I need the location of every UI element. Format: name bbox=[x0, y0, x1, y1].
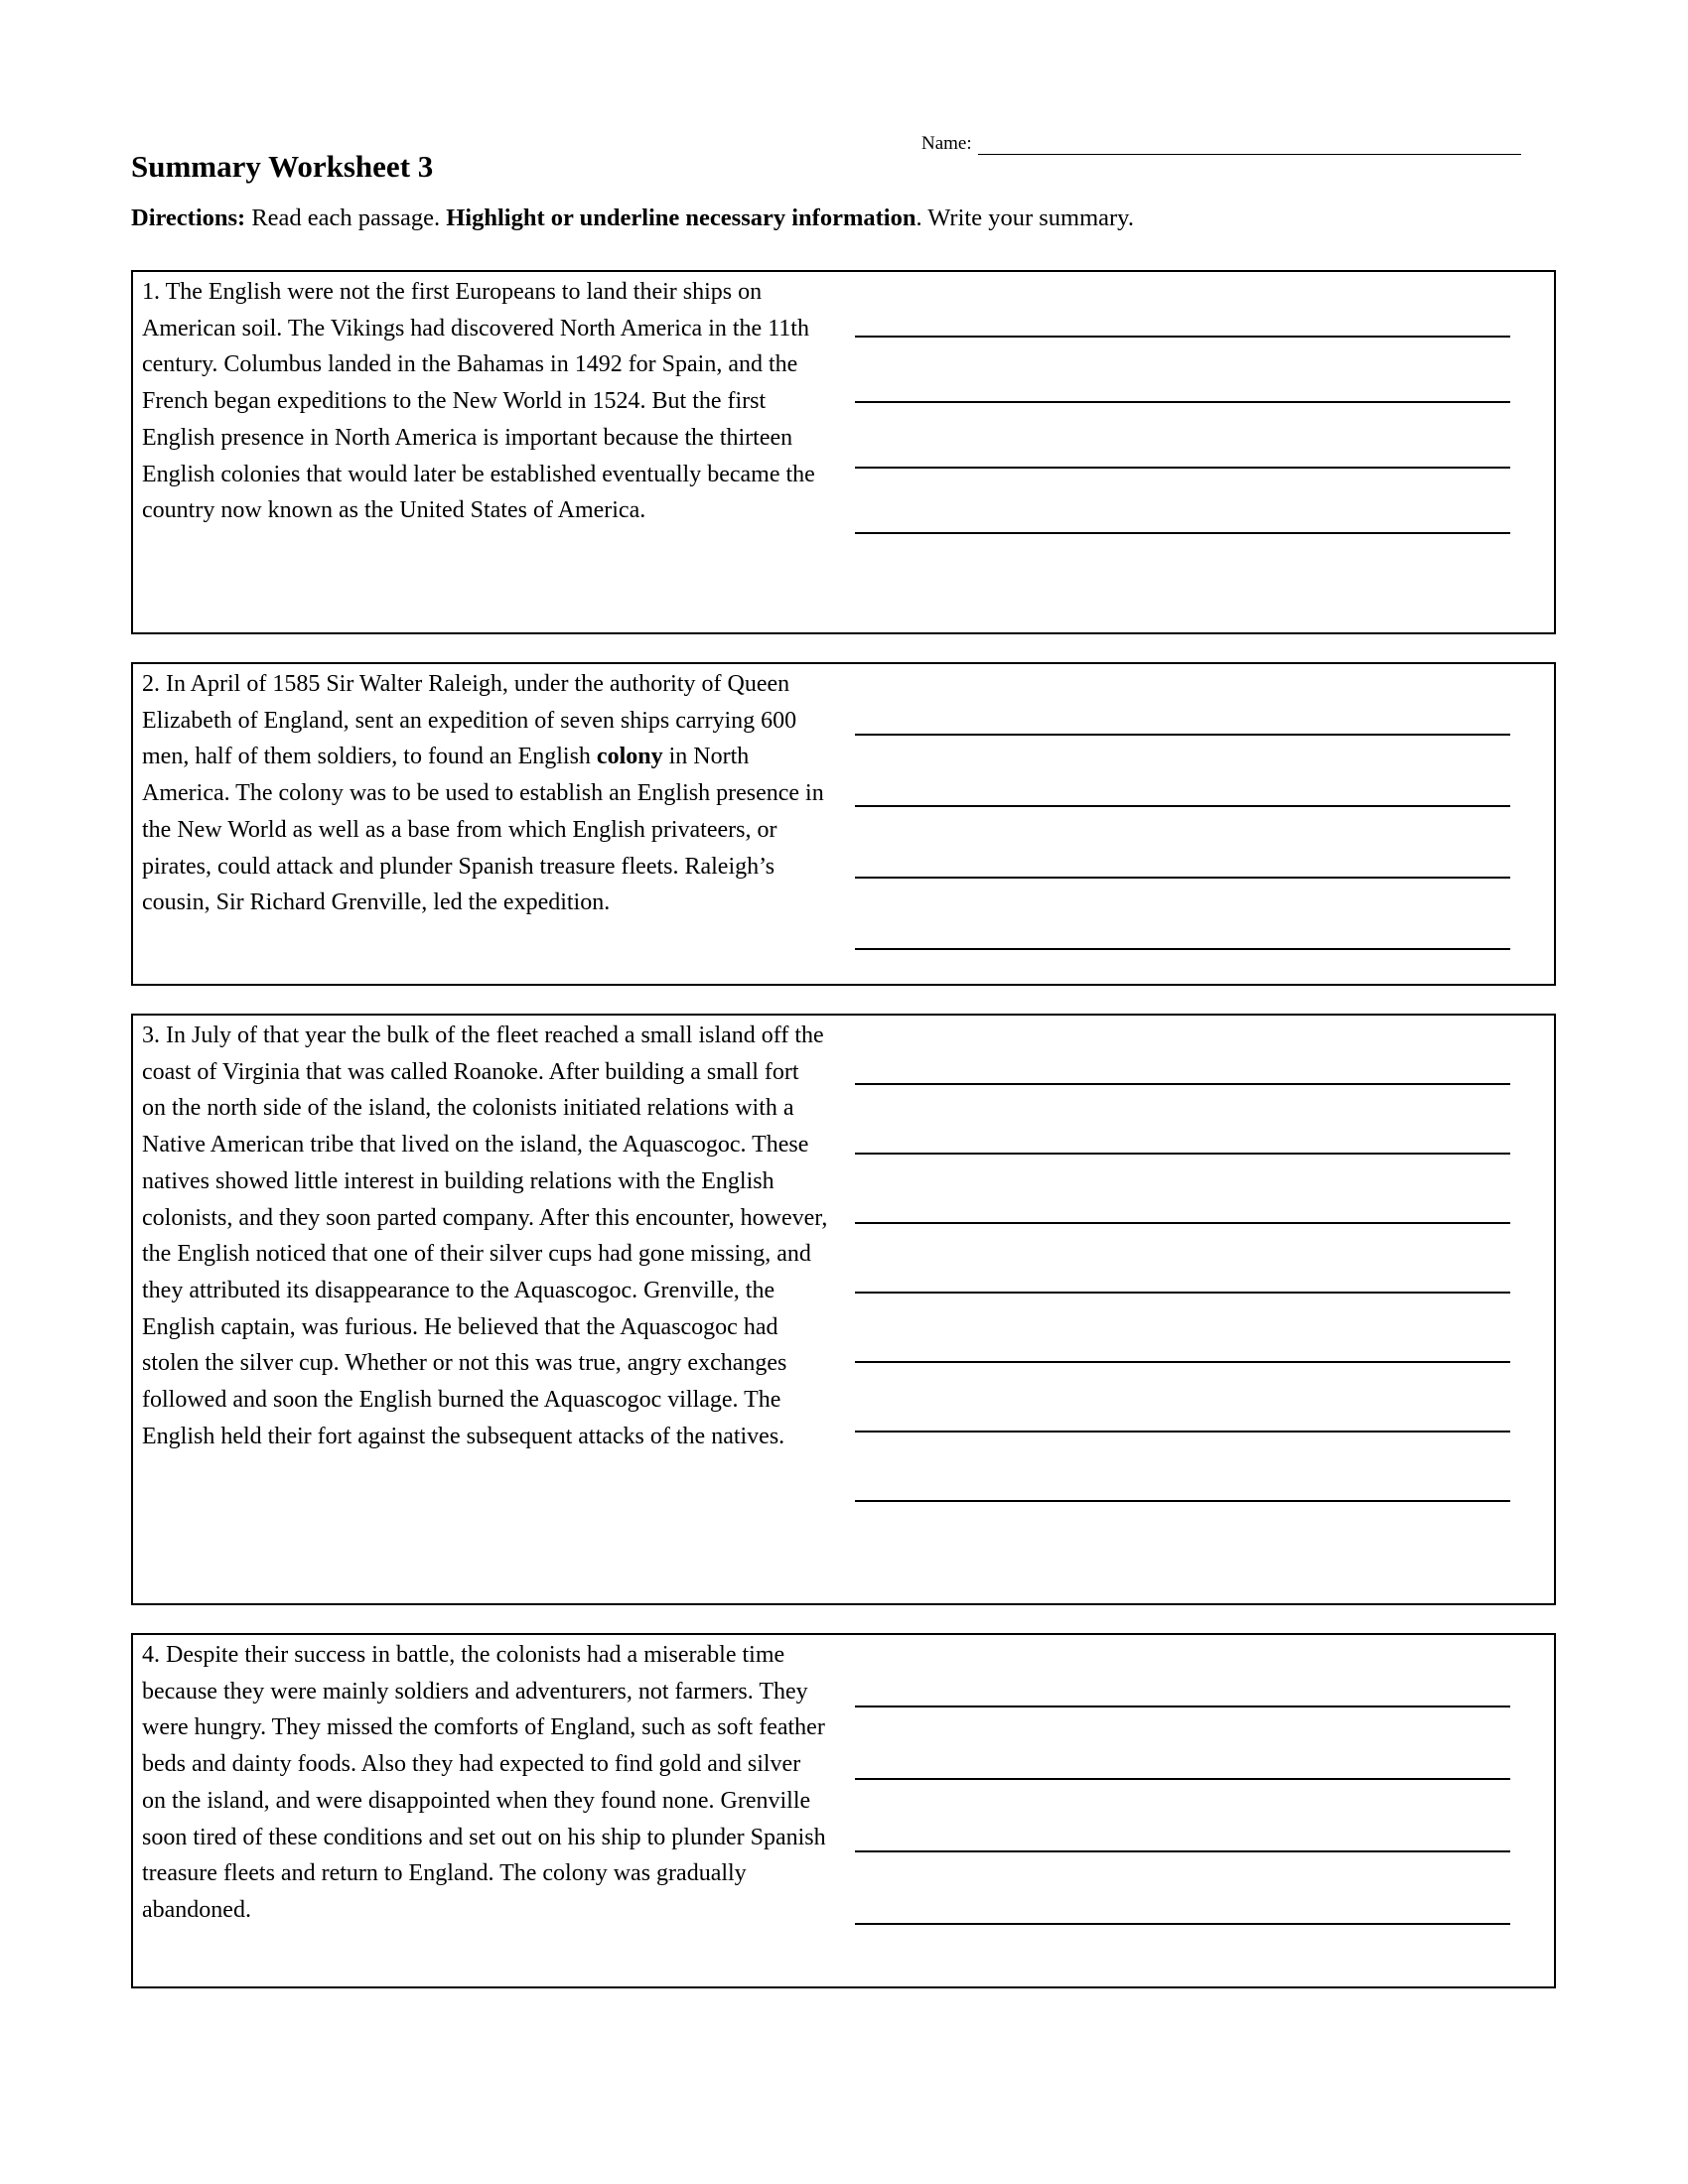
summary-blank-line bbox=[855, 338, 1510, 403]
passage-box-3 bbox=[131, 1014, 1556, 1605]
passage-3-text bbox=[133, 1016, 828, 1603]
summary-blank-line bbox=[855, 1433, 1510, 1502]
passage-3-summary-lines bbox=[855, 1016, 1510, 1603]
summary-blank-line bbox=[855, 272, 1510, 338]
summary-blank-line bbox=[855, 879, 1510, 950]
summary-blank-line bbox=[855, 469, 1510, 534]
passage-1-summary-lines bbox=[855, 272, 1510, 632]
summary-blank-line bbox=[855, 664, 1510, 736]
passage-box-2 bbox=[131, 662, 1556, 986]
summary-blank-line bbox=[855, 1224, 1510, 1294]
passage-4-text bbox=[133, 1635, 828, 1986]
summary-blank-line bbox=[855, 1155, 1510, 1224]
summary-blank-line bbox=[855, 1707, 1510, 1780]
summary-blank-line bbox=[855, 1085, 1510, 1155]
summary-blank-line bbox=[855, 1635, 1510, 1707]
summary-blank-line bbox=[855, 1852, 1510, 1925]
passage-text-segment: in North America. The colony was to be used to establish an English presence in the New World as well as a base from which English privateers, or pirates, could attack and plunder Spanish treasure fleets. Raleigh’s cousin, Sir Richard Grenville, led the expedition. bbox=[142, 744, 824, 916]
name-label: Name: bbox=[921, 133, 972, 154]
name-field-row bbox=[921, 133, 1521, 155]
passage-1-text bbox=[133, 272, 828, 632]
passage-text-segment: 2. In April of 1585 Sir Walter Raleigh, under the authority of Queen Elizabeth of England, sent an expedition of seven ships carrying 600 men, half of them soldiers, to found an English bbox=[142, 671, 797, 770]
summary-blank-line bbox=[855, 1016, 1510, 1085]
summary-blank-line bbox=[855, 1294, 1510, 1363]
summary-blank-line bbox=[855, 1363, 1510, 1433]
summary-blank-line bbox=[855, 1780, 1510, 1852]
passage-text-segment: 1. The English were not the first Europeans to land their ships on American soil. The Vikings had discovered North America in the 11th century. Columbus landed in the Bahamas in 1492 for Spain, and the French began expeditions to the New World in 1524. But the first English presence in North America is important because the thirteen English colonies that would later be established eventually became the country now known as the United States of America. bbox=[142, 279, 815, 524]
passage-box-1 bbox=[131, 270, 1556, 634]
summary-blank-line bbox=[855, 807, 1510, 879]
directions-text-before: Read each passage. bbox=[245, 205, 447, 231]
passage-boxes bbox=[131, 270, 1556, 2016]
passage-text-segment: colony bbox=[596, 744, 663, 770]
summary-blank-line bbox=[855, 736, 1510, 807]
passage-box-4 bbox=[131, 1633, 1556, 1988]
directions-bold-text: Highlight or underline necessary information bbox=[446, 205, 916, 231]
passage-2-text bbox=[133, 664, 828, 984]
directions-label: Directions: bbox=[131, 205, 246, 231]
worksheet-title: Summary Worksheet 3 bbox=[131, 149, 434, 184]
passage-4-summary-lines bbox=[855, 1635, 1510, 1986]
name-blank-line bbox=[978, 133, 1521, 155]
passage-text-segment: 4. Despite their success in battle, the colonists had a miserable time because they were mainly soldiers and adventurers, not farmers. They were hungry. They missed the comforts of England, such as soft feather beds and dainty foods. Also they had expected to find gold and silver on the island, and were disappointed when they found none. Grenville soon tired of these conditions and set out on his ship to plunder Spanish treasure fleets and return to England. The colony was gradually abandoned. bbox=[142, 1642, 826, 1923]
summary-blank-line bbox=[855, 403, 1510, 469]
directions bbox=[131, 205, 1134, 232]
directions-text-after: . Write your summary. bbox=[915, 205, 1134, 231]
passage-text-segment: 3. In July of that year the bulk of the fleet reached a small island off the coast of Virginia that was called Roanoke. After building a small fort on the north side of the island, the colonists initiated relations with a Native American tribe that lived on the island, the Aquascogoc. These natives showed little interest in building relations with the English colonists, and they soon parted company. After this encounter, however, the English noticed that one of their silver cups had gone missing, and they attributed its disappearance to the Aquascogoc. Grenville, the English captain, was furious. He believed that the Aquascogoc had stolen the silver cup. Whether or not this was true, angry exchanges followed and soon the English burned the Aquascogoc village. The English held their fort against the subsequent attacks of the natives. bbox=[142, 1023, 828, 1449]
passage-2-summary-lines bbox=[855, 664, 1510, 984]
